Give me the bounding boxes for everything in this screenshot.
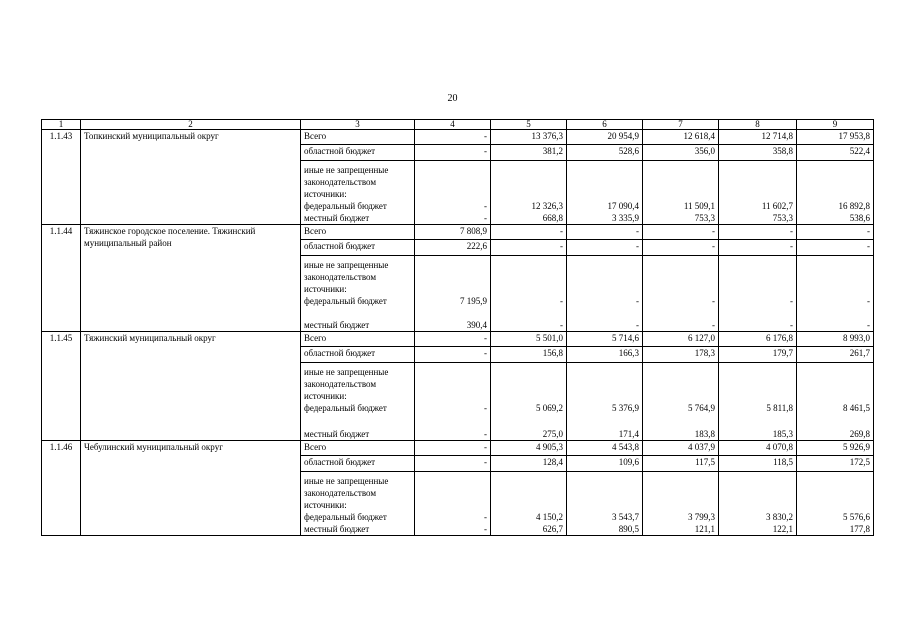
other-sources-label: законодательством [304, 488, 377, 498]
value-cell: 185,3 [772, 429, 793, 439]
value-cell: 16 892,8 [838, 201, 870, 211]
other-sources-label: источники: [304, 284, 347, 294]
value-cell: - [797, 240, 874, 256]
table-row [42, 130, 874, 145]
federal-budget-label: федеральный бюджет [304, 296, 387, 306]
value-cell: 12 714,8 [719, 130, 797, 145]
header-cell: 2 [81, 120, 301, 130]
value-cell: 5 501,0 [491, 332, 567, 347]
local-budget-label: местный бюджет [304, 429, 370, 439]
value-cell-group [567, 161, 643, 225]
value-cell: - [719, 240, 797, 256]
value-cell: 8 461,5 [843, 403, 870, 413]
value-cell: 6 127,0 [643, 332, 719, 347]
source-label-total: Всего [301, 332, 415, 347]
value-cell-group [797, 161, 874, 225]
value-cell: 890,5 [618, 524, 639, 534]
value-cell: - [712, 320, 715, 330]
value-cell: - [867, 320, 870, 330]
value-cell: 156,8 [491, 347, 567, 363]
value-cell: - [415, 441, 491, 456]
table-row [42, 441, 874, 456]
value-cell: 11 509,1 [683, 201, 715, 211]
value-cell-group [797, 363, 874, 441]
value-cell-group [567, 256, 643, 332]
value-cell: - [415, 145, 491, 161]
value-cell: - [415, 332, 491, 347]
value-cell: 7 808,9 [415, 225, 491, 240]
value-cell: 3 335,9 [612, 213, 639, 223]
value-cell: 5 714,6 [567, 332, 643, 347]
value-cell: - [712, 296, 715, 306]
value-cell: 171,4 [618, 429, 639, 439]
value-cell: 5 764,9 [688, 403, 715, 413]
value-cell: - [790, 320, 793, 330]
source-label-regional: областной бюджет [301, 240, 415, 256]
value-cell: 4 543,8 [567, 441, 643, 456]
value-cell: 11 602,7 [761, 201, 793, 211]
value-cell: 4 070,8 [719, 441, 797, 456]
other-sources-label: источники: [304, 500, 347, 510]
value-cell: - [491, 240, 567, 256]
value-cell-group [491, 161, 567, 225]
value-cell: 5 926,9 [797, 441, 874, 456]
value-cell: 753,3 [694, 213, 715, 223]
source-label-other [301, 161, 415, 225]
value-cell: 178,3 [643, 347, 719, 363]
value-cell: 12 618,4 [643, 130, 719, 145]
value-cell: - [484, 429, 487, 439]
value-cell: 3 830,2 [766, 512, 793, 522]
value-cell: 172,5 [797, 456, 874, 472]
value-cell: 179,7 [719, 347, 797, 363]
local-budget-label: местный бюджет [304, 213, 370, 223]
value-cell: - [560, 296, 563, 306]
value-cell: 4 905,3 [491, 441, 567, 456]
municipality-name: Топкинский муниципальный округ [81, 130, 301, 225]
page-number: 20 [447, 93, 458, 104]
value-cell: 269,8 [849, 429, 870, 439]
value-cell: 3 543,7 [612, 512, 639, 522]
value-cell-group [643, 256, 719, 332]
source-label-total: Всего [301, 225, 415, 240]
value-cell: 12 326,3 [531, 201, 563, 211]
header-row [42, 120, 874, 130]
value-cell: 4 150,2 [536, 512, 563, 522]
other-sources-label: законодательством [304, 177, 377, 187]
budget-table [41, 119, 874, 536]
value-cell: 358,8 [719, 145, 797, 161]
row-code: 1.1.44 [42, 225, 81, 332]
header-cell: 5 [491, 120, 567, 130]
other-sources-label: законодательством [304, 272, 377, 282]
value-cell: - [484, 403, 487, 413]
header-cell: 7 [643, 120, 719, 130]
value-cell: 5 576,6 [843, 512, 870, 522]
value-cell: 528,6 [567, 145, 643, 161]
source-label-total: Всего [301, 130, 415, 145]
header-cell: 9 [797, 120, 874, 130]
other-sources-label: иные не запрещенные [304, 367, 389, 377]
value-cell-group [719, 256, 797, 332]
value-cell: - [643, 240, 719, 256]
source-label-other [301, 256, 415, 332]
value-cell: 5 376,9 [612, 403, 639, 413]
value-cell-group [415, 256, 491, 332]
value-cell: 3 799,3 [688, 512, 715, 522]
federal-budget-label: федеральный бюджет [304, 403, 387, 413]
value-cell: - [484, 512, 487, 522]
value-cell: 20 954,9 [567, 130, 643, 145]
value-cell: - [415, 456, 491, 472]
value-cell: - [415, 130, 491, 145]
municipality-name: Тяжинский муниципальный округ [81, 332, 301, 441]
row-code: 1.1.43 [42, 130, 81, 225]
value-cell: 538,6 [849, 213, 870, 223]
other-sources-label: источники: [304, 391, 347, 401]
value-cell: - [560, 320, 563, 330]
municipality-name: Чебулинский муниципальный округ [81, 441, 301, 536]
value-cell-group [415, 161, 491, 225]
header-cell: 6 [567, 120, 643, 130]
value-cell: - [484, 213, 487, 223]
value-cell: - [484, 201, 487, 211]
source-label-other [301, 363, 415, 441]
value-cell: - [643, 225, 719, 240]
value-cell: 381,2 [491, 145, 567, 161]
federal-budget-label: федеральный бюджет [304, 512, 387, 522]
value-cell: 275,0 [542, 429, 563, 439]
value-cell: 128,4 [491, 456, 567, 472]
other-sources-label: иные не запрещенные [304, 165, 389, 175]
value-cell-group [643, 363, 719, 441]
federal-budget-label: федеральный бюджет [304, 201, 387, 211]
value-cell-group [491, 472, 567, 536]
value-cell-group [797, 256, 874, 332]
other-sources-label: законодательством [304, 379, 377, 389]
value-cell-group [491, 363, 567, 441]
value-cell: - [567, 240, 643, 256]
value-cell: 7 195,9 [460, 296, 487, 306]
other-sources-label: иные не запрещенные [304, 260, 389, 270]
table-row [42, 225, 874, 240]
header-cell: 4 [415, 120, 491, 130]
local-budget-label: местный бюджет [304, 524, 370, 534]
value-cell-group [567, 363, 643, 441]
value-cell: 522,4 [797, 145, 874, 161]
table-row [42, 332, 874, 347]
header-cell: 1 [42, 120, 81, 130]
municipality-name: Тяжинское городское поселение. Тяжинский муниципальный район [81, 225, 301, 332]
value-cell: - [797, 225, 874, 240]
value-cell: 668,8 [542, 213, 563, 223]
value-cell: 5 811,8 [766, 403, 793, 413]
value-cell: - [867, 296, 870, 306]
source-label-regional: областной бюджет [301, 145, 415, 161]
value-cell: - [719, 225, 797, 240]
source-label-other [301, 472, 415, 536]
source-label-regional: областной бюджет [301, 347, 415, 363]
value-cell: - [636, 296, 639, 306]
value-cell: - [790, 296, 793, 306]
other-sources-label: источники: [304, 189, 347, 199]
value-cell: 222,6 [415, 240, 491, 256]
value-cell: 118,5 [719, 456, 797, 472]
other-sources-label: иные не запрещенные [304, 476, 389, 486]
value-cell: 109,6 [567, 456, 643, 472]
value-cell-group [415, 363, 491, 441]
row-code: 1.1.45 [42, 332, 81, 441]
value-cell: 177,8 [849, 524, 870, 534]
value-cell: 6 176,8 [719, 332, 797, 347]
value-cell: 261,7 [797, 347, 874, 363]
value-cell-group [719, 161, 797, 225]
local-budget-label: местный бюджет [304, 320, 370, 330]
value-cell: 122,1 [772, 524, 793, 534]
value-cell: 753,3 [772, 213, 793, 223]
value-cell: 121,1 [694, 524, 715, 534]
value-cell: - [567, 225, 643, 240]
value-cell: 8 993,0 [797, 332, 874, 347]
value-cell: 5 069,2 [536, 403, 563, 413]
value-cell: 356,0 [643, 145, 719, 161]
value-cell: - [415, 347, 491, 363]
value-cell-group [567, 472, 643, 536]
source-label-total: Всего [301, 441, 415, 456]
value-cell: 183,8 [694, 429, 715, 439]
value-cell: 17 090,4 [607, 201, 639, 211]
value-cell: 390,4 [466, 320, 487, 330]
value-cell: 13 376,3 [491, 130, 567, 145]
value-cell-group [719, 472, 797, 536]
row-code: 1.1.46 [42, 441, 81, 536]
value-cell: 166,3 [567, 347, 643, 363]
value-cell: 4 037,9 [643, 441, 719, 456]
value-cell-group [491, 256, 567, 332]
header-cell: 8 [719, 120, 797, 130]
value-cell-group [643, 161, 719, 225]
value-cell-group [415, 472, 491, 536]
value-cell: 117,5 [643, 456, 719, 472]
value-cell-group [797, 472, 874, 536]
value-cell: - [484, 524, 487, 534]
header-cell: 3 [301, 120, 415, 130]
value-cell-group [643, 472, 719, 536]
source-label-regional: областной бюджет [301, 456, 415, 472]
value-cell: 626,7 [542, 524, 563, 534]
value-cell: - [491, 225, 567, 240]
value-cell-group [719, 363, 797, 441]
value-cell: 17 953,8 [797, 130, 874, 145]
value-cell: - [636, 320, 639, 330]
